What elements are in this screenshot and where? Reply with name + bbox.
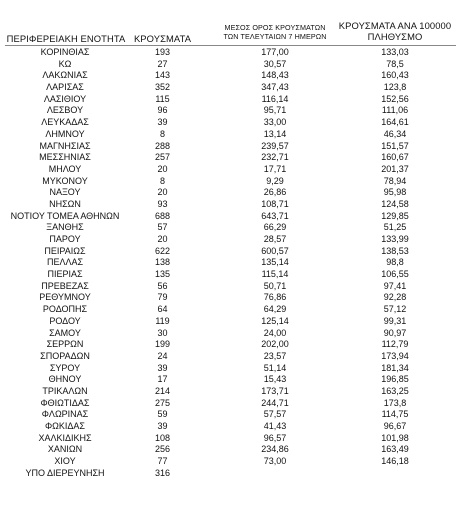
region-cell: ΠΕΙΡΑΙΩΣ — [44, 245, 86, 256]
table-row — [0, 176, 464, 188]
region-cell: ΣΑΜΟΥ — [49, 327, 81, 338]
cases-cell: 199 — [154, 339, 171, 350]
region-cell: ΛΕΥΚΑΔΑΣ — [41, 117, 89, 128]
per100k-cell: 164,61 — [381, 117, 409, 128]
table-row — [0, 409, 464, 421]
per100k-cell: 95,98 — [383, 187, 407, 198]
avg7-cell: 125,14 — [261, 315, 289, 326]
header-avg-line1: ΜΕΣΟΣ ΟΡΟΣ ΚΡΟΥΣΜΑΤΩΝ — [224, 23, 326, 32]
cases-cell: 20 — [157, 163, 168, 174]
avg7-cell: 41,43 — [263, 421, 287, 431]
per100k-cell: 133,99 — [381, 234, 409, 244]
table-row — [0, 374, 464, 386]
table-row — [0, 328, 464, 340]
avg7-cell: 9,29 — [266, 175, 284, 186]
cases-cell: 93 — [157, 198, 168, 209]
table-row — [0, 351, 464, 363]
header-region: ΠΕΡΙΦΕΡΕΙΑΚΗ ΕΝΟΤΗΤΑ — [6, 33, 126, 44]
cases-cell: 30 — [157, 327, 168, 338]
region-cell: ΛΑΡΙΣΑΣ — [46, 82, 84, 93]
header-cases: ΚΡΟΥΣΜΑΤΑ — [133, 33, 192, 44]
cases-cell: 56 — [157, 280, 168, 291]
table-row — [0, 339, 464, 351]
per100k-cell: 173,94 — [381, 350, 409, 361]
per100k-cell: 146,18 — [381, 456, 409, 467]
per100k-cell: 46,34 — [383, 128, 407, 139]
table-row — [0, 105, 464, 117]
cases-cell: 257 — [154, 152, 171, 163]
per100k-cell: 163,25 — [381, 385, 409, 396]
region-cell: ΜΑΓΝΗΣΙΑΣ — [39, 140, 91, 151]
header-per100k-line1: ΚΡΟΥΣΜΑΤΑ ΑΝΑ 100000 — [338, 20, 452, 31]
avg7-cell: 17,71 — [263, 163, 287, 174]
header-avg-line2: ΤΩΝ ΤΕΛΕΥΤΑΙΩΝ 7 ΗΜΕΡΩΝ — [223, 32, 327, 41]
per100k-cell: 96,67 — [383, 421, 407, 431]
cases-cell: 256 — [154, 444, 171, 455]
avg7-cell: 26,86 — [263, 187, 287, 198]
region-cell: ΦΘΙΩΤΙΔΑΣ — [40, 397, 90, 408]
avg7-cell: 33,00 — [263, 117, 287, 128]
avg7-cell: 232,71 — [261, 152, 289, 163]
table-row — [0, 70, 464, 82]
avg7-cell: 116,14 — [261, 93, 289, 104]
table-row — [0, 246, 464, 258]
cases-cell: 79 — [157, 292, 168, 303]
cases-cell: 39 — [157, 362, 168, 373]
region-cell: ΧΙΟΥ — [54, 456, 76, 467]
region-cell: ΥΠΟ ΔΙΕΡΕΥΝΗΣΗ — [25, 467, 105, 478]
region-cell: ΡΟΔΟΥ — [49, 315, 81, 326]
avg7-cell: 347,43 — [261, 82, 289, 93]
cases-cell: 57 — [157, 222, 168, 233]
table-row — [0, 164, 464, 176]
region-cell: ΡΕΘΥΜΝΟΥ — [39, 292, 91, 303]
cases-cell: 316 — [154, 467, 171, 478]
per100k-cell: 99,31 — [383, 315, 407, 326]
table-row — [0, 141, 464, 153]
table-row — [0, 386, 464, 398]
region-cell: ΦΩΚΙΔΑΣ — [45, 421, 85, 431]
table-body — [0, 47, 464, 479]
avg7-cell: 15,43 — [263, 374, 287, 385]
cases-cell: 688 — [154, 210, 171, 221]
avg7-cell: 234,86 — [261, 444, 289, 455]
avg7-cell: 115,14 — [261, 269, 289, 280]
avg7-cell: 57,57 — [263, 409, 287, 420]
avg7-cell: 64,29 — [263, 304, 287, 315]
cases-cell: 135 — [154, 269, 171, 280]
per100k-cell: 112,79 — [381, 339, 409, 350]
per100k-cell: 92,28 — [383, 292, 407, 303]
region-cell: ΧΑΝΙΩΝ — [47, 444, 83, 455]
region-cell: ΠΡΕΒΕΖΑΣ — [41, 280, 89, 291]
table-row — [0, 82, 464, 94]
per100k-cell: 90,97 — [383, 327, 407, 338]
avg7-cell: 50,71 — [263, 280, 287, 291]
cases-cell: 39 — [157, 421, 168, 431]
table-row — [0, 257, 464, 269]
table-row — [0, 152, 464, 164]
header-divider — [5, 45, 456, 46]
per100k-cell: 160,67 — [381, 152, 409, 163]
cases-cell: 24 — [157, 350, 168, 361]
per100k-cell: 163,49 — [381, 444, 409, 455]
avg7-cell: 28,57 — [263, 234, 287, 244]
per100k-cell: 160,43 — [381, 70, 409, 81]
header-per100k-line2: ΠΛΗΘΥΣΜΟ — [367, 31, 423, 42]
region-cell: ΡΟΔΟΠΗΣ — [42, 304, 88, 315]
table-row — [0, 292, 464, 304]
cases-cell: 96 — [157, 105, 168, 116]
per100k-cell: 133,03 — [381, 47, 409, 57]
per100k-cell: 151,57 — [381, 140, 409, 151]
avg7-cell: 202,00 — [261, 339, 289, 350]
avg7-cell: 177,00 — [261, 47, 289, 57]
region-cell: ΝΑΞΟΥ — [49, 187, 81, 198]
per100k-cell: 114,75 — [381, 409, 409, 420]
cases-cell: 143 — [154, 70, 171, 81]
table-row — [0, 304, 464, 316]
cases-cell: 8 — [159, 128, 165, 139]
per100k-cell: 106,55 — [381, 269, 409, 280]
region-cell: ΛΕΣΒΟΥ — [46, 105, 84, 116]
per100k-cell: 196,85 — [381, 374, 409, 385]
per100k-cell: 111,06 — [381, 105, 409, 116]
table-row — [0, 316, 464, 328]
cases-cell: 17 — [157, 374, 168, 385]
cases-cell: 275 — [154, 397, 171, 408]
table-row — [0, 234, 464, 246]
region-cell: ΜΕΣΣΗΝΙΑΣ — [39, 152, 91, 163]
region-cell: ΛΑΣΙΘΙΟΥ — [43, 93, 87, 104]
region-cell: ΠΑΡΟΥ — [49, 234, 81, 244]
per100k-cell: 98,8 — [386, 257, 404, 268]
avg7-cell: 51,14 — [263, 362, 287, 373]
cases-cell: 27 — [157, 58, 168, 69]
cases-cell: 20 — [157, 187, 168, 198]
cases-cell: 108 — [154, 432, 171, 443]
cases-cell: 288 — [154, 140, 171, 151]
avg7-cell: 73,00 — [263, 456, 287, 467]
table-row — [0, 433, 464, 445]
table-row — [0, 421, 464, 433]
region-cell: ΛΑΚΩΝΙΑΣ — [42, 70, 88, 81]
region-cell: ΚΩ — [58, 58, 72, 69]
avg7-cell: 66,29 — [263, 222, 287, 233]
per100k-cell: 97,41 — [383, 280, 407, 291]
cases-cell: 115 — [155, 93, 170, 104]
avg7-cell: 30,57 — [263, 58, 287, 69]
avg7-cell: 108,71 — [261, 198, 289, 209]
cases-cell: 622 — [154, 245, 171, 256]
cases-cell: 214 — [154, 385, 171, 396]
table-row — [0, 59, 464, 71]
region-cell: ΛΗΜΝΟΥ — [45, 128, 85, 139]
per100k-cell: 78,94 — [383, 175, 407, 186]
per100k-cell: 51,25 — [383, 222, 407, 233]
table-row — [0, 47, 464, 59]
cases-cell: 8 — [159, 175, 165, 186]
cases-cell: 352 — [154, 82, 171, 93]
avg7-cell: 643,71 — [261, 210, 289, 221]
table-row — [0, 222, 464, 234]
region-cell: ΠΙΕΡΙΑΣ — [47, 269, 83, 280]
table-row — [0, 117, 464, 129]
cases-cell: 77 — [157, 456, 168, 467]
cases-cell: 39 — [157, 117, 168, 128]
avg7-cell: 148,43 — [261, 70, 289, 81]
avg7-cell: 135,14 — [261, 257, 289, 268]
avg7-cell: 244,71 — [261, 397, 289, 408]
per100k-cell: 101,98 — [381, 432, 409, 443]
per100k-cell: 123,8 — [383, 82, 407, 93]
table-row — [0, 281, 464, 293]
region-cell: ΝΟΤΙΟΥ ΤΟΜΕΑ ΑΘΗΝΩΝ — [10, 210, 120, 221]
region-cell: ΤΡΙΚΑΛΩΝ — [42, 385, 88, 396]
cases-cell: 59 — [157, 409, 168, 420]
per100k-cell: 129,85 — [381, 210, 409, 221]
avg7-cell: 24,00 — [263, 327, 287, 338]
avg7-cell: 13,14 — [263, 128, 287, 139]
cases-cell: 20 — [157, 234, 168, 244]
cases-cell: 138 — [154, 257, 171, 268]
region-cell: ΘΗΝΟΥ — [48, 374, 82, 385]
region-cell: ΦΛΩΡΙΝΑΣ — [41, 409, 89, 420]
region-cell: ΣΕΡΡΩΝ — [46, 339, 84, 350]
per100k-cell: 138,53 — [381, 245, 409, 256]
region-cell: ΜΥΚΟΝΟΥ — [42, 175, 88, 186]
avg7-cell: 173,71 — [261, 385, 289, 396]
per100k-cell: 152,56 — [381, 93, 409, 104]
region-cell: ΣΥΡΟΥ — [49, 362, 81, 373]
table-row — [0, 444, 464, 456]
region-cell: ΜΗΛΟΥ — [48, 163, 82, 174]
table-row — [0, 94, 464, 106]
avg7-cell: 76,86 — [263, 292, 287, 303]
per100k-cell: 201,37 — [381, 163, 409, 174]
avg7-cell: 23,57 — [263, 350, 287, 361]
per100k-cell: 173,8 — [383, 397, 407, 408]
table-row — [0, 269, 464, 281]
table-row — [0, 129, 464, 141]
table-row — [0, 199, 464, 211]
region-cell: ΝΗΣΩΝ — [49, 198, 81, 209]
region-cell: ΧΑΛΚΙΔΙΚΗΣ — [38, 432, 92, 443]
table-row — [0, 398, 464, 410]
avg7-cell: 95,71 — [263, 105, 287, 116]
table-row — [0, 211, 464, 223]
avg7-cell: 239,57 — [261, 140, 289, 151]
avg7-cell: 600,57 — [261, 245, 289, 256]
per100k-cell: 124,58 — [381, 198, 409, 209]
per100k-cell: 181,34 — [381, 362, 409, 373]
table-row — [0, 456, 464, 468]
region-cell: ΚΟΡΙΝΘΙΑΣ — [40, 47, 90, 57]
cases-cell: 193 — [154, 47, 171, 57]
per100k-cell: 57,12 — [383, 304, 407, 315]
region-cell: ΠΕΛΛΑΣ — [46, 257, 84, 268]
cases-cell: 119 — [155, 315, 170, 326]
table-row — [0, 363, 464, 375]
per100k-cell: 78,5 — [386, 58, 404, 69]
table-row — [0, 468, 464, 480]
region-cell: ΞΑΝΘΗΣ — [46, 222, 84, 233]
region-cell: ΣΠΟΡΑΔΩΝ — [40, 350, 90, 361]
avg7-cell: 96,57 — [263, 432, 287, 443]
cases-cell: 64 — [157, 304, 168, 315]
table-row — [0, 187, 464, 199]
